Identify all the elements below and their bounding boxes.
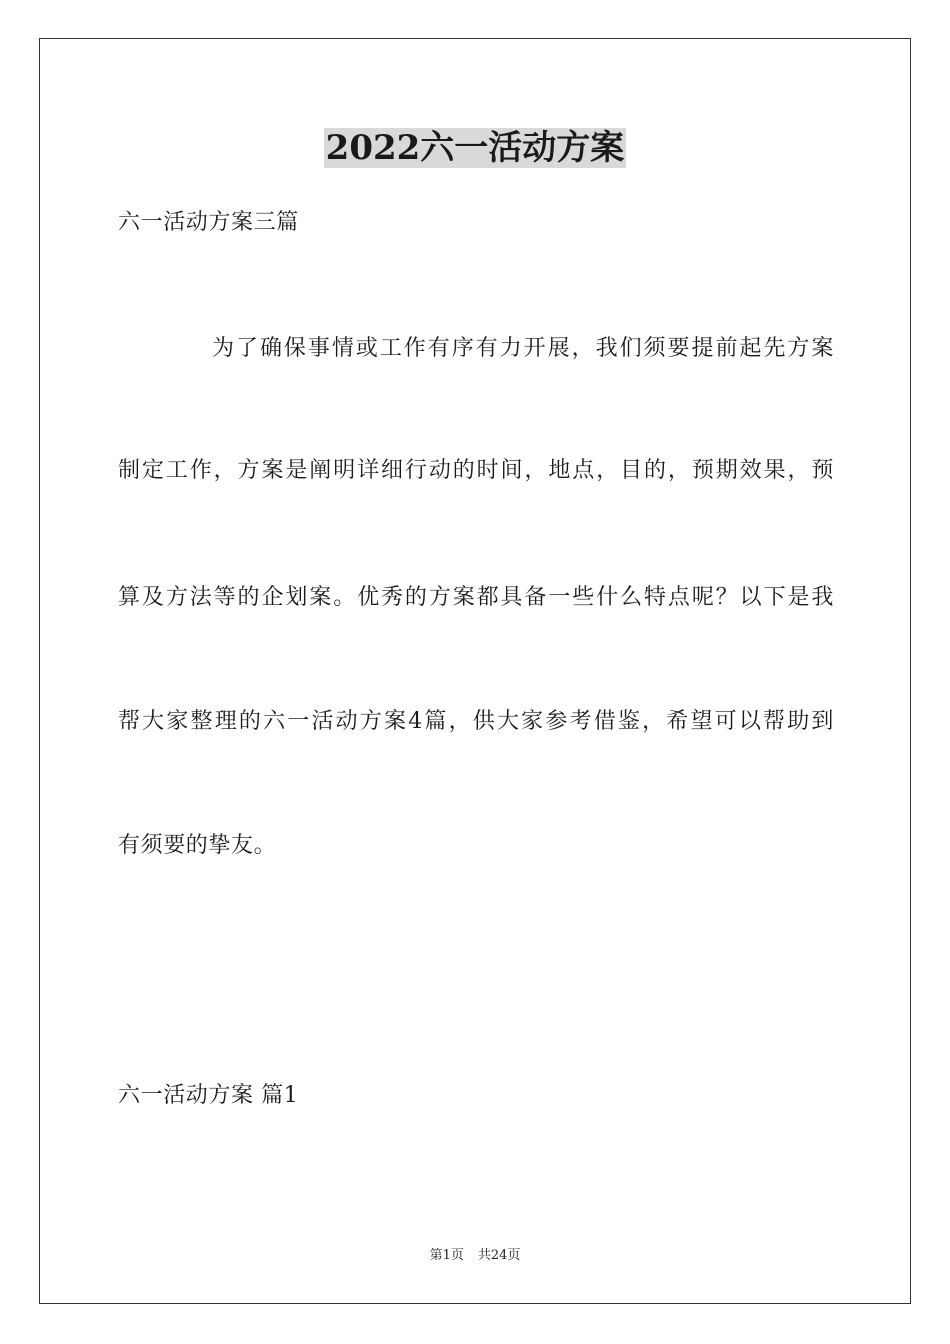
paragraph-line-5: 有须要的挚友。 (118, 833, 277, 858)
paragraph-line-1: 为了确保事情或工作有序有力开展，我们须要提前起先方案 (212, 336, 834, 361)
section-heading: 六一活动方案 篇1 (118, 1083, 299, 1108)
paragraph-line-2: 制定工作，方案是阐明详细行动的时间，地点，目的，预期效果，预 (118, 458, 834, 483)
document-title (0, 126, 950, 170)
paragraph-line-4: 帮大家整理的六一活动方案4篇，供大家参考借鉴，希望可以帮助到 (118, 709, 834, 734)
page-number: 第1页 (429, 1248, 464, 1263)
document-subtitle: 六一活动方案三篇 (118, 210, 299, 235)
document-title-text: 2022六一活动方案 (325, 128, 625, 168)
total-pages: 共24页 (477, 1248, 521, 1263)
page-footer (0, 1247, 950, 1265)
paragraph-line-3: 算及方法等的企划案。优秀的方案都具备一些什么特点呢？以下是我 (118, 585, 834, 610)
